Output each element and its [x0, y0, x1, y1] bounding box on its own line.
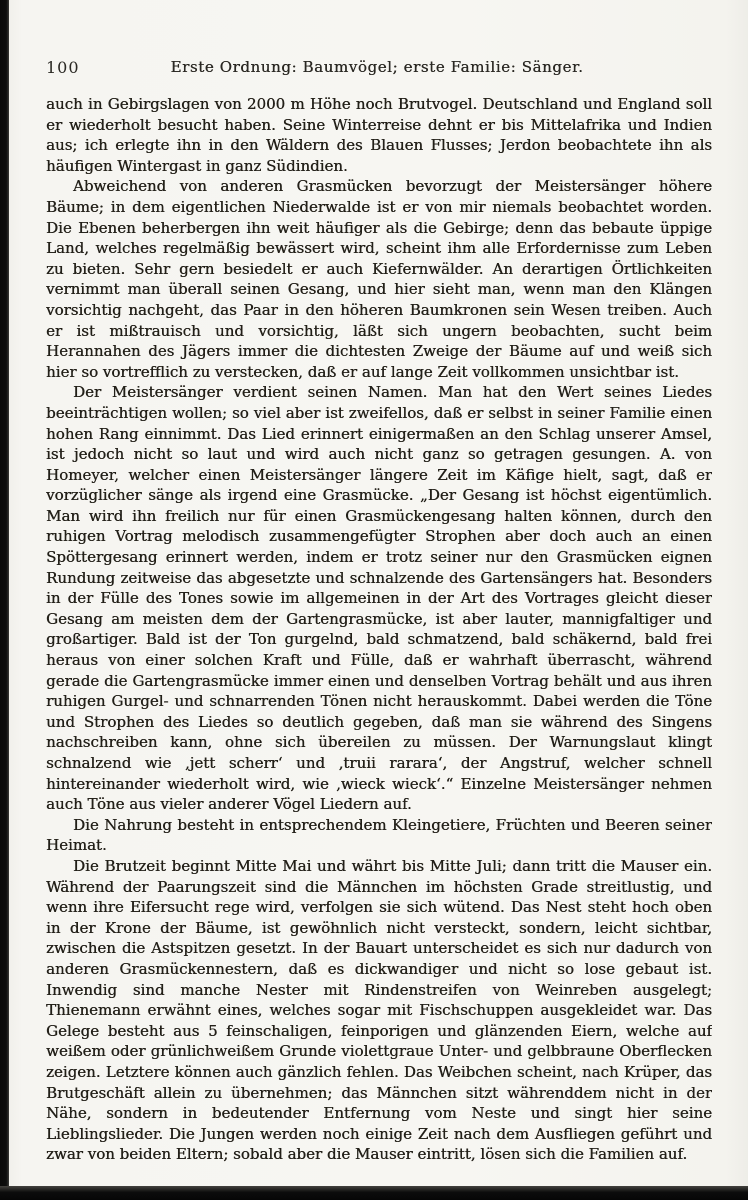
scan-artifact-bottom-edge	[0, 1186, 748, 1200]
paragraph-song: Der Meistersänger verdient seinen Namen. Man hat den Wert seines Liedes beeinträchtigen wollen; so viel aber ist zweifellos, daß er selbst in seiner Familie einen hohen Rang einnimmt. Das Lied erinnert einigermaßen an den Schlag unserer Amsel, ist jedoch nicht so laut und wird auch nicht ganz so getragen gesungen. A. von Homeyer, welcher einen Meistersänger längere Zeit im Käfige hielt, sagt, daß er vorzüglicher sänge als irgend eine Grasmücke. „Der Gesang ist höchst eigentümlich. Man wird ihn freilich nur für einen Grasmückengesang halten können, durch den ruhigen Vortrag melodisch zusammengefügter Strophen aber doch auch an einen Spöttergesang erinnert werden, indem er trotz seiner nur den Grasmücken eignen Rundung zeitweise das abgesetzte und schnalzende des Gartensängers hat. Besonders in der Fülle des Tones sowie im allgemeinen in der Art des Vortrages gleicht dieser Gesang am meisten dem der Gartengrasmücke, ist aber lauter, mannigfaltiger und großartiger. Bald ist der Ton gurgelnd, bald schmatzend, bald schäkernd, bald frei heraus von einer solchen Kraft und Fülle, daß er wahrhaft überrascht, während gerade die Gartengrasmücke immer einen und denselben Vortrag behält und aus ihren ruhigen Gurgel- und schnarrenden Tönen nicht herauskommt. Dabei werden die Töne und Strophen des Liedes so deutlich gegeben, daß man sie während des Singens nachschreiben kann, ohne sich übereilen zu müssen. Der Warnungslaut klingt schnalzend wie ‚jett scherr‘ und ‚truii rarara‘, der Angstruf, welcher schnell hintereinander wiederholt wird, wie ‚wieck wieck‘.“ Einzelne Meistersänger nehmen auch Töne aus vieler anderer Vögel Liedern auf.	[46, 383, 712, 814]
paragraph-breeding: Die Brutzeit beginnt Mitte Mai und währt bis Mitte Juli; dann tritt die Mauser ein. Während der Paarungszeit sind die Männchen im höchsten Grade streitlustig, und wenn ihre Eifersucht rege wird, verfolgen sie sich wütend. Das Nest steht hoch oben in der Krone der Bäume, ist gewöhnlich nicht versteckt, sondern, leicht sichtbar, zwischen die Astspitzen gesetzt. In der Bauart unterscheidet es sich nur dadurch von anderen Grasmückennestern, daß es dickwandiger und nicht so lose gebaut ist. Inwendig sind manche Nester mit Rindenstreifen von Weinreben ausgelegt; Thienemann erwähnt eines, welches sogar mit Fischschuppen ausgekleidet war. Das Gelege besteht aus 5 feinschaligen, feinporigen und glänzenden Eiern, welche auf weißem oder grünlichweißem Grunde violettgraue Unter- und gelbbraune Oberflecken zeigen. Letztere können auch gänzlich fehlen. Das Weibchen scheint, nach Krüper, das Brutgeschäft allein zu übernehmen; das Männchen sitzt währenddem nicht in der Nähe, sondern in bedeutender Entfernung vom Neste und singt hier seine Lieblingslieder. Die Jungen werden noch einige Zeit nach dem Ausfliegen geführt und zwar von beiden Eltern; sobald aber die Mauser eintritt, lösen sich die Familien auf.	[46, 856, 712, 1164]
page-number: 100	[46, 58, 80, 77]
paragraph-habitat: Abweichend von anderen Grasmücken bevorzugt der Meistersänger höhere Bäume; in dem eigentlichen Niederwalde ist er von mir niemals beobachtet worden. Die Ebenen beherbergen ihn weit häufiger als die Gebirge; denn das bebaute üppige Land, welches regelmäßig bewässert wird, scheint ihm alle Erfordernisse zum Leben zu bieten. Sehr gern besiedelt er auch Kiefernwälder. An derartigen Örtlichkeiten vernimmt man überall seinen Gesang, und hier sieht man, wenn man den Klängen vorsichtig nachgeht, das Paar in den höheren Baumkronen sein Wesen treiben. Auch er ist mißtrauisch und vorsichtig, läßt sich ungern beobachten, sucht beim Herannahen des Jägers immer die dichtesten Zweige der Bäume auf und weiß sich hier so vortrefflich zu verstecken, daß er auf lange Zeit vollkommen unsichtbar ist.	[46, 177, 712, 381]
paragraph-continuation: auch in Gebirgslagen von 2000 m Höhe noch Brutvogel. Deutschland und England soll er wiederholt besucht haben. Seine Winterreise dehnt er bis Mittelafrika und Indien aus; ich erlegte ihn in den Wäldern des Blauen Flusses; Jerdon beobachtete ihn als häufigen Wintergast in ganz Südindien.	[46, 95, 712, 175]
page-header	[46, 58, 708, 80]
scan-artifact-left-edge	[0, 0, 9, 1200]
running-title: Erste Ordnung: Baumvögel; erste Familie: Sänger.	[170, 58, 584, 76]
text-block	[46, 94, 712, 1182]
paragraph-food: Die Nahrung besteht in entsprechendem Kleingetiere, Früchten und Beeren seiner Heimat.	[46, 815, 712, 855]
